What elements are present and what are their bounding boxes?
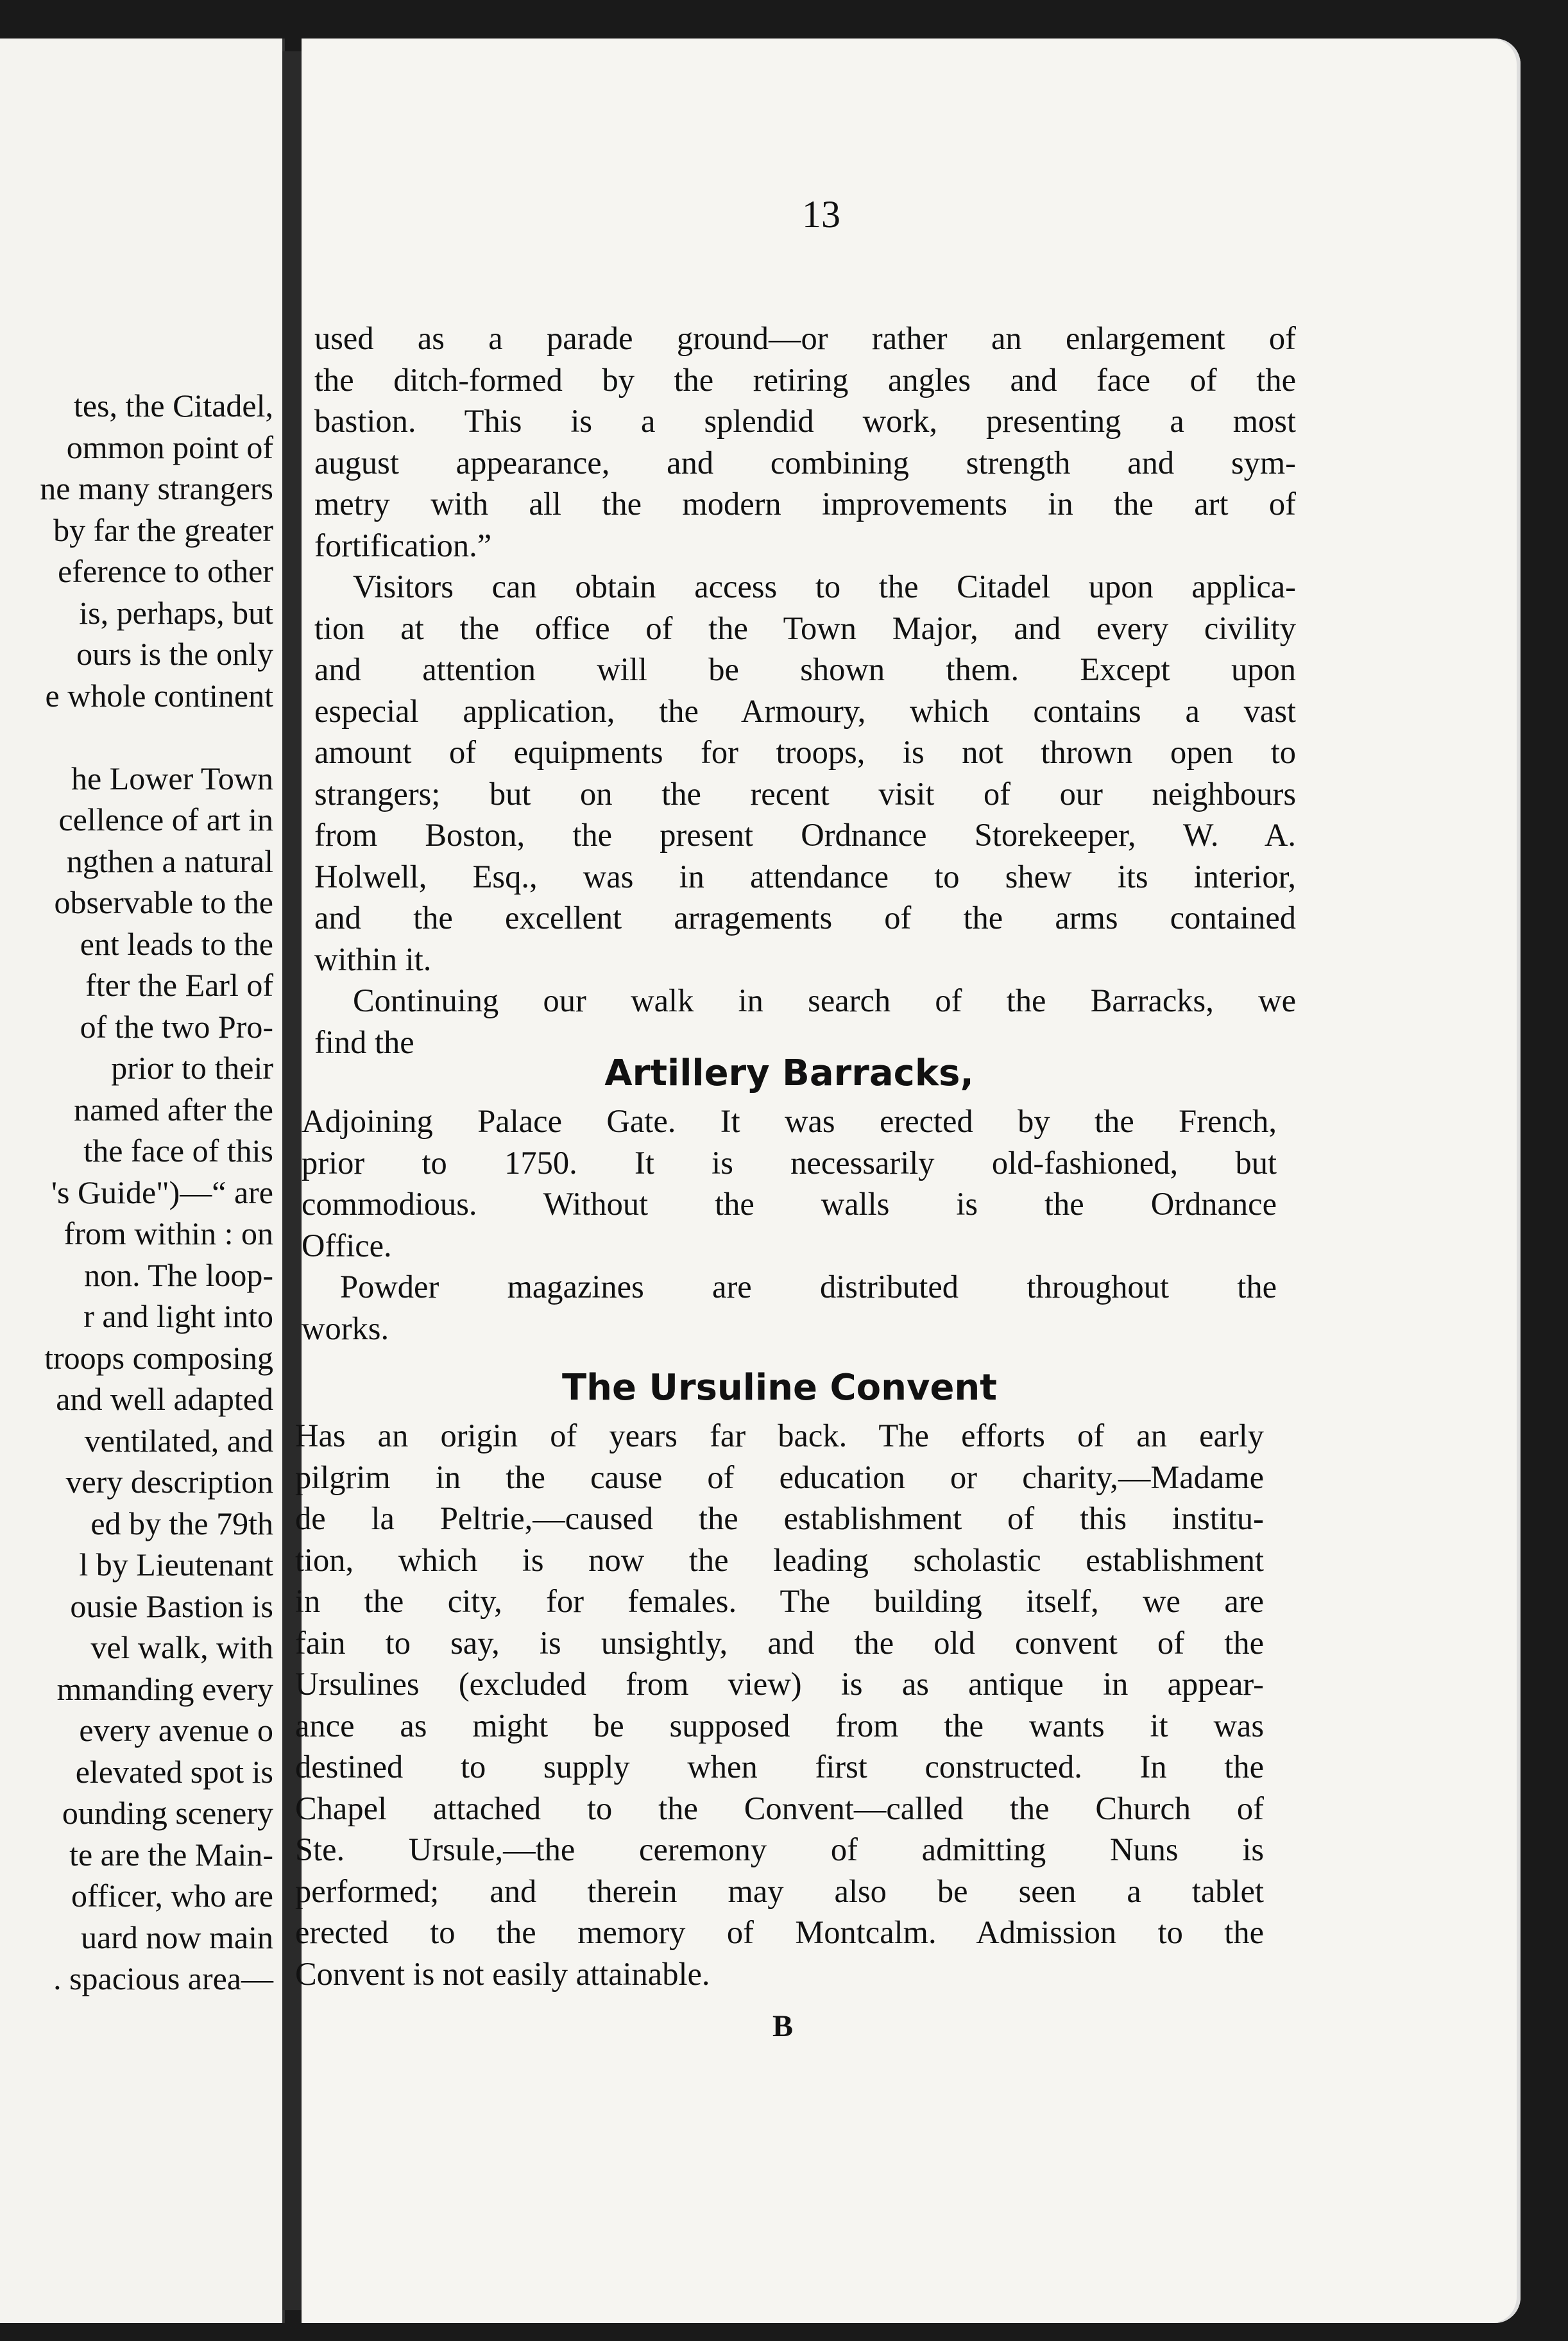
paragraph-fortification — [314, 318, 1296, 566]
text-line: erected to the memory of Montcalm. Admission to the — [295, 1914, 1264, 1950]
facing-page-line: tes, the Citadel, — [73, 388, 273, 424]
signature-mark: B — [772, 2009, 793, 2043]
facing-page-line: cellence of art in — [58, 802, 273, 837]
heading-ursuline-convent: The Ursuline Convent — [561, 1367, 998, 1409]
facing-page-line: ent leads to the — [80, 925, 273, 962]
text-block-lower — [295, 1415, 1264, 1994]
text-line: and attention will be shown them. Except upon — [314, 651, 1296, 687]
text-line: from Boston, the present Ordnance Storekeeper, W. A. — [314, 817, 1296, 853]
text-line: Continuing our walk in search of the Barracks, we — [353, 982, 1296, 1018]
facing-page-line: is, perhaps, but — [79, 594, 273, 631]
facing-page-line: . spacious area— — [53, 1960, 273, 1996]
facing-page-line: by far the greater — [53, 511, 273, 548]
text-line: fortification.” — [314, 527, 492, 563]
facing-page-line: ours is the only — [76, 636, 273, 672]
text-line: fain to say, is unsightly, and the old convent of the — [295, 1624, 1264, 1661]
facing-page-line: ed by the 79th — [90, 1505, 273, 1541]
facing-page-line: elevated spot is — [75, 1753, 273, 1790]
facing-page-line: ousie Bastion is — [70, 1588, 273, 1624]
facing-page-line: te are the Main- — [69, 1836, 273, 1873]
text-line: tion at the office of the Town Major, and every civility — [314, 610, 1296, 646]
facing-page-line: r and light into — [83, 1298, 273, 1334]
text-line: Office. — [302, 1227, 392, 1264]
facing-page-line: fter the Earl of — [85, 967, 273, 1003]
text-line: in the city, for females. The building itself, we are — [295, 1583, 1264, 1619]
facing-page-line: from within : on — [64, 1215, 273, 1251]
text-line: Holwell, Esq., was in attendance to shew its interior, — [314, 858, 1296, 895]
text-line: de la Peltrie,—caused the establishment of this institu- — [295, 1500, 1264, 1536]
facing-page-line: mmanding every — [56, 1670, 273, 1707]
text-line: Adjoining Palace Gate. It was erected by the French, — [302, 1103, 1277, 1139]
text-line: Convent is not easily attainable. — [295, 1955, 710, 1992]
text-block-upper — [314, 318, 1296, 1063]
text-line: amount of equipments for troops, is not thrown open to — [314, 734, 1296, 770]
text-line: prior to 1750. It is necessarily old-fashioned, but — [302, 1144, 1277, 1181]
facing-page-line: officer, who are — [71, 1878, 273, 1914]
facing-page-line: and well adapted — [56, 1381, 273, 1417]
text-line: pilgrim in the cause of education or charity,—Madame — [295, 1459, 1264, 1495]
page-number: 13 — [802, 193, 840, 236]
facing-page-line: non. The loop- — [84, 1256, 273, 1293]
facing-page-line: very description — [65, 1464, 273, 1500]
text-line: destined to supply when first constructed. In the — [295, 1749, 1264, 1785]
text-line: Powder magazines are distributed throughout the — [340, 1269, 1277, 1305]
paragraph-barracks-walk — [314, 980, 1296, 1063]
text-line: find the — [314, 1024, 414, 1060]
facing-page-line: uard now main — [81, 1919, 273, 1955]
text-line: commodious. Without the walls is the Ordnance — [302, 1186, 1277, 1222]
facing-page-line: ommon point of — [66, 429, 273, 465]
facing-page-line: named after the — [74, 1091, 273, 1128]
facing-page-line: ounding scenery — [62, 1795, 273, 1831]
text-block-middle — [302, 1101, 1277, 1349]
paragraph-palace-gate — [302, 1101, 1277, 1266]
text-line: ance as might be supposed from the wants it was — [295, 1707, 1264, 1744]
facing-page-text — [40, 385, 273, 2000]
text-line: metry with all the modern improvements in the art of — [314, 486, 1296, 522]
facing-page-left — [0, 39, 285, 2323]
facing-page-line: troops composing — [44, 1339, 273, 1376]
facing-page-line: of the two Pro- — [80, 1008, 273, 1045]
text-line: especial application, the Armoury, which contains a vast — [314, 692, 1296, 729]
text-line: performed; and therein may also be seen a tablet — [295, 1873, 1264, 1909]
facing-page-line: observable to the — [54, 884, 273, 920]
facing-page-line: ne many strangers — [40, 470, 273, 506]
facing-page-line: ventilated, and — [84, 1422, 273, 1459]
heading-artillery-barracks: Artillery Barracks, — [604, 1052, 974, 1094]
text-line: strangers; but on the recent visit of our neighbours — [314, 775, 1296, 812]
facing-page-line: the face of this — [83, 1133, 273, 1169]
facing-page-line: l by Lieutenant — [79, 1547, 273, 1582]
paragraph-convent — [295, 1415, 1264, 1994]
text-line: the ditch-formed by the retiring angles and face of the — [314, 361, 1296, 398]
paragraph-visitors — [314, 566, 1296, 980]
text-line: Chapel attached to the Convent—called the Church of — [295, 1790, 1264, 1826]
facing-page-line: e whole continent — [45, 677, 273, 714]
text-line: bastion. This is a splendid work, presenting a most — [314, 403, 1296, 439]
facing-page-line — [40, 716, 273, 758]
text-line: Visitors can obtain access to the Citadel upon applica- — [353, 569, 1296, 605]
text-line: august appearance, and combining strength and sym- — [314, 444, 1296, 481]
text-line: and the excellent arragements of the arms contained — [314, 900, 1296, 936]
facing-page-line: 's Guide")—“ are — [51, 1174, 273, 1210]
text-line: used as a parade ground—or rather an enlargement of — [314, 320, 1296, 356]
paragraph-powder-magazines — [302, 1266, 1277, 1349]
text-line: Ste. Ursule,—the ceremony of admitting Nuns is — [295, 1831, 1264, 1867]
text-line: Ursulines (excluded from view) is as antique in appear- — [295, 1666, 1264, 1702]
facing-page-line: vel walk, with — [90, 1629, 273, 1665]
text-line: tion, which is now the leading scholastic establishment — [295, 1541, 1264, 1578]
text-line: within it. — [314, 941, 432, 977]
text-line: Has an origin of years far back. The efforts of an early — [295, 1418, 1264, 1453]
facing-page-line: he Lower Town — [71, 760, 273, 796]
facing-page-line: prior to their — [111, 1050, 273, 1086]
facing-page-line: eference to other — [58, 553, 273, 589]
text-line: works. — [302, 1310, 389, 1346]
facing-page-line: every avenue o — [79, 1712, 273, 1748]
facing-page-line: ngthen a natural — [66, 843, 273, 879]
